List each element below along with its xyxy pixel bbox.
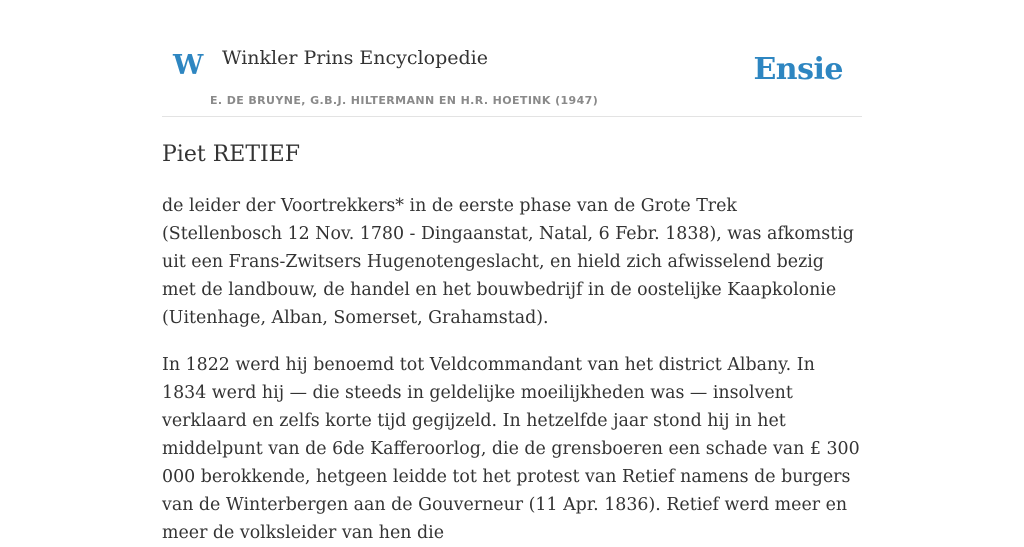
site-title-link[interactable]: Winkler Prins Encyclopedie [222, 47, 488, 69]
brand-logo-link[interactable]: Ensie [753, 52, 843, 87]
site-logo-icon[interactable]: W [173, 50, 204, 81]
article-paragraph-1: de leider der Voortrekkers* in de eerste phase van de Grote Trek (Stellenbosch 12 Nov. 1780 - Dingaanstat, Natal, 6 Febr. 1838), was afkomstig uit een Frans-Zwitsers Hugenotengeslacht, en hield zich afwisselend bezig met de landbouw, de handel en het bouwbedrijf in de oostelijke Kaapkolonie (Uitenhage, Alban, Somerset, Grahamstad). [162, 196, 854, 328]
article [162, 140, 862, 547]
article-paragraph-2: In 1822 werd hij benoemd tot Veldcommandant van het district Albany. In 1834 werd hij — die steeds in geldelijke moeilijkheden was — insolvent verklaard en zelfs korte tijd gegijzeld. In hetzelfde jaar stond hij in het middelpunt van de 6de Kafferoorlog, die de grensboeren een schade van £ 300 000 berokkende, hetgeen leidde tot het protest van Retief namens de burgers van de Winterbergen aan de Gouverneur (11 Apr. 1836). Retief werd meer en meer de volksleider van hen die [162, 355, 860, 543]
site-authors: E. DE BRUYNE, G.B.J. HILTERMANN EN H.R. HOETINK (1947) [210, 94, 599, 107]
article-title: Piet RETIEF [162, 142, 301, 167]
site-header [162, 0, 862, 117]
